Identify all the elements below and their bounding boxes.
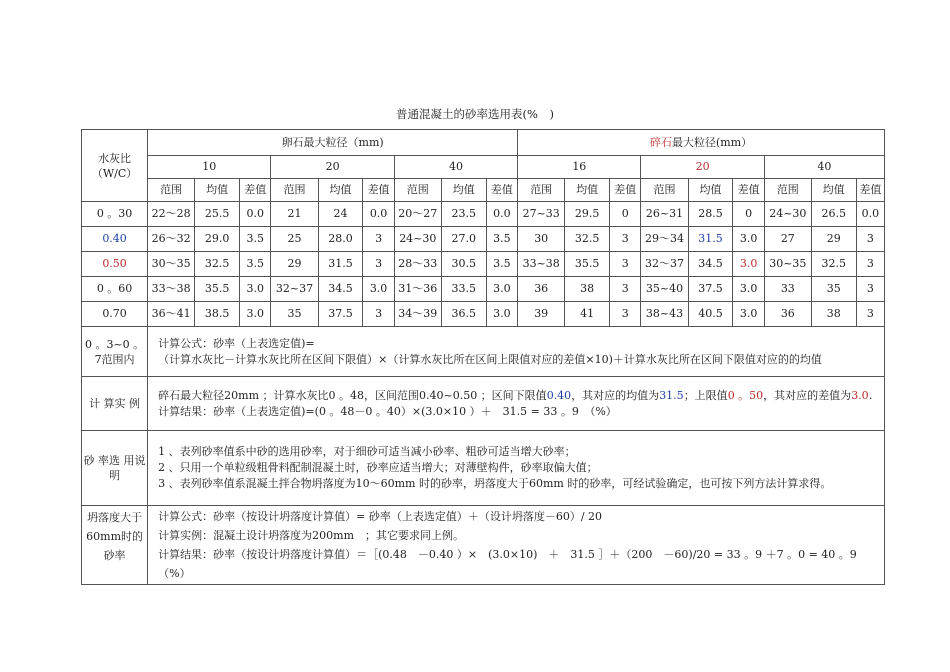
sub-label-text: 范围 — [283, 184, 306, 196]
cell-text: 36 — [780, 308, 795, 320]
table-cell — [441, 277, 486, 302]
slump-line-3: 计算结果：砂率（按设计坍落度计算值）＝［(0.48 －0.40 ）× (3.0×10) ＋ 31.5 ］＋（200 －60)/20 = 33 。9 ＋7 。0 = 40 。9 （%） — [158, 548, 857, 580]
slump-label-text: 坍落度大于60mm时的砂率 — [86, 511, 143, 562]
cell-text: 36 — [534, 283, 549, 295]
note-item-2: 2 、只用一个单粒级粗骨料配制混凝土时，砂率应适当增大；对薄壁构件，砂率取偏大值； — [158, 461, 598, 474]
table-cell — [856, 302, 884, 327]
cell-text: 22～28 — [151, 208, 191, 220]
cell-text: 3 — [866, 258, 874, 270]
example-v1: 0.40 — [546, 388, 572, 402]
example-t3: ；上限值 — [683, 388, 728, 402]
sub-label — [441, 179, 486, 202]
size-pebble-10: 10 — [148, 156, 271, 179]
table-row — [82, 202, 885, 227]
cell-text: 27.0 — [451, 233, 477, 245]
table-cell — [565, 252, 610, 277]
cell-text: 33～38 — [151, 283, 191, 295]
cell-text: 3.5 — [246, 233, 264, 245]
sub-label-text: 均值 — [699, 184, 722, 196]
cell-text: 3.0 — [739, 258, 758, 270]
cell-text: 20～27 — [398, 208, 438, 220]
table-cell — [811, 277, 856, 302]
table-cell — [641, 302, 688, 327]
size-crushed-20: 20 — [641, 156, 764, 179]
cell-text: 29～34 — [645, 233, 684, 245]
example-t5: . — [868, 388, 873, 402]
cell-text: 29 — [287, 258, 302, 270]
table-row — [82, 252, 885, 277]
table-row — [82, 277, 885, 302]
cell-text: 0.0 — [246, 208, 264, 220]
cell-text: 25.5 — [204, 208, 230, 220]
cell-text: 26~31 — [645, 208, 684, 220]
wc-header: 水灰比（W/C） — [82, 130, 148, 202]
sub-label-text: 均值 — [206, 184, 229, 196]
cell-text: 0 — [621, 208, 629, 220]
sub-label — [856, 179, 884, 202]
sand-ratio-table — [81, 129, 885, 585]
sub-label — [565, 179, 610, 202]
crushed-prefix: 碎石 — [650, 135, 672, 149]
cell-text: 26.5 — [821, 208, 847, 220]
table-cell — [394, 227, 441, 252]
table-cell — [394, 277, 441, 302]
cell-text: 41 — [580, 308, 595, 320]
example-line-1 — [158, 388, 884, 404]
table-cell — [363, 302, 394, 327]
sub-label — [641, 179, 688, 202]
table-cell — [811, 202, 856, 227]
sub-label — [363, 179, 394, 202]
table-cell — [486, 252, 517, 277]
cell-text: 27 — [780, 233, 795, 245]
cell-text: 35.5 — [204, 283, 230, 295]
cell-text: 28.5 — [698, 208, 723, 220]
table-cell — [195, 302, 240, 327]
sub-label — [486, 179, 517, 202]
notes-text — [148, 431, 885, 506]
example-t1: 碎石最大粒径20mm ；计算水灰比0 。48，区间范围0.40~0.50 ；区间下限值 — [158, 388, 547, 402]
cell-text: 3 — [375, 258, 383, 270]
cell-text: 3 — [866, 233, 874, 245]
sub-label — [733, 179, 764, 202]
cell-text: 25 — [287, 233, 302, 245]
cell-text: 3 — [621, 308, 629, 320]
wc-value: 0 。60 — [82, 277, 148, 302]
cell-text: 32~37 — [275, 283, 314, 295]
sub-label — [195, 179, 240, 202]
cell-text: 3.5 — [493, 258, 511, 270]
table-cell — [764, 202, 811, 227]
table-cell — [641, 227, 688, 252]
slump-line-1: 计算公式：砂率（按设计坍落度计算值）= 砂率（上表选定值）＋（设计坍落度－60）/ 20 — [158, 510, 603, 523]
cell-text: 3.0 — [246, 283, 264, 295]
cell-text: 31～36 — [398, 283, 438, 295]
table-cell — [318, 277, 363, 302]
cell-text: 3 — [375, 308, 383, 320]
crushed-header — [518, 130, 885, 156]
sub-label-text: 范围 — [406, 184, 429, 196]
cell-text: 31.5 — [698, 233, 723, 245]
cell-text: 3.0 — [369, 283, 388, 295]
sub-label-text: 均值 — [329, 184, 352, 196]
table-cell — [441, 252, 486, 277]
example-v3: 0 。50 — [727, 388, 764, 402]
table-cell — [318, 227, 363, 252]
cell-text: 29.5 — [574, 208, 600, 220]
cell-text: 30.5 — [451, 258, 477, 270]
table-cell — [518, 302, 565, 327]
table-cell — [856, 252, 884, 277]
table-cell — [565, 202, 610, 227]
cell-text: 32～37 — [645, 258, 684, 270]
cell-text: 3.0 — [493, 308, 511, 320]
note-item-3: 3 、表列砂率值系混凝土拌合物坍落度为10～60mm 时的砂率，坍落度大于60mm 时的砂率，可经试验确定，也可按下列方法计算求得。 — [158, 477, 832, 490]
table-cell — [240, 277, 271, 302]
wc-value: 0.40 — [82, 227, 148, 252]
notes-label: 砂 率选 用说 明 — [82, 431, 148, 506]
table-cell — [610, 227, 641, 252]
example-v2: 31.5 — [659, 388, 684, 402]
sub-label — [148, 179, 195, 202]
cell-text: 37.5 — [698, 283, 723, 295]
table-cell — [641, 202, 688, 227]
wc-value: 0.50 — [82, 252, 148, 277]
example-v4: 3.0 — [851, 388, 869, 402]
table-cell — [148, 227, 195, 252]
table-cell — [148, 252, 195, 277]
table-cell — [148, 202, 195, 227]
table-cell — [271, 227, 318, 252]
cell-text: 3 — [621, 258, 629, 270]
cell-text: 0.0 — [861, 208, 880, 220]
cell-text: 3 — [621, 283, 629, 295]
table-cell — [518, 252, 565, 277]
table-cell — [195, 227, 240, 252]
table-cell — [688, 277, 733, 302]
table-cell — [318, 252, 363, 277]
table-cell — [148, 302, 195, 327]
formula-text — [148, 327, 885, 377]
cell-text: 35 — [826, 283, 841, 295]
formula-line-2: （计算水灰比－计算水灰比所在区间下限值）×（计算水灰比所在区间上限值对应的差值×10)＋计算水灰比所在区间下限值对应的的均值 — [158, 352, 822, 366]
sub-label-text: 均值 — [576, 184, 599, 196]
sub-label — [610, 179, 641, 202]
table-cell — [641, 252, 688, 277]
table-cell — [610, 252, 641, 277]
table-cell — [271, 302, 318, 327]
table-cell — [733, 252, 764, 277]
slump-text — [148, 506, 885, 585]
table-cell — [394, 202, 441, 227]
table-cell — [688, 227, 733, 252]
sub-label-text: 差值 — [490, 184, 513, 196]
table-cell — [764, 277, 811, 302]
size-pebble-20: 20 — [271, 156, 394, 179]
cell-text: 3 — [866, 308, 874, 320]
cell-text: 3.5 — [493, 233, 511, 245]
sub-label-text: 差值 — [737, 184, 760, 196]
table-cell — [518, 202, 565, 227]
cell-text: 34.5 — [328, 283, 353, 295]
cell-text: 24 — [333, 208, 348, 220]
table-cell — [688, 252, 733, 277]
crushed-suffix: 最大粒径(mm） — [672, 135, 753, 149]
cell-text: 3.0 — [739, 233, 758, 245]
wc-value: 0.70 — [82, 302, 148, 327]
table-cell — [486, 277, 517, 302]
pebble-header: 卵石最大粒径（mm) — [148, 130, 518, 156]
table-cell — [240, 252, 271, 277]
table-cell — [148, 277, 195, 302]
table-cell — [195, 202, 240, 227]
cell-text: 31.5 — [328, 258, 353, 270]
table-cell — [733, 227, 764, 252]
sub-label-text: 差值 — [614, 184, 637, 196]
cell-text: 29 — [826, 233, 841, 245]
cell-text: 3.5 — [246, 258, 264, 270]
sub-label-text: 差值 — [367, 184, 390, 196]
cell-text: 34～39 — [398, 308, 438, 320]
example-t4: ，其对应的差值为 — [763, 388, 852, 402]
table-cell — [811, 302, 856, 327]
table-cell — [856, 227, 884, 252]
example-t2: ，其对应的均值为 — [571, 388, 660, 402]
sub-label — [240, 179, 271, 202]
cell-text: 29.0 — [204, 233, 230, 245]
table-cell — [363, 227, 394, 252]
sub-label — [271, 179, 318, 202]
cell-text: 3 — [621, 233, 629, 245]
table-cell — [688, 302, 733, 327]
slump-label — [82, 506, 148, 585]
table-cell — [811, 227, 856, 252]
cell-text: 28～33 — [398, 258, 438, 270]
table-cell — [363, 252, 394, 277]
note-item-1: 1 、表列砂率值系中砂的选用砂率，对于细砂可适当减小砂率、粗砂可适当增大砂率； — [158, 445, 576, 458]
table-cell — [688, 202, 733, 227]
table-cell — [641, 277, 688, 302]
sub-label-text: 范围 — [776, 184, 799, 196]
table-cell — [610, 202, 641, 227]
table-cell — [764, 227, 811, 252]
size-pebble-40: 40 — [394, 156, 517, 179]
sub-label-text: 范围 — [160, 184, 183, 196]
table-cell — [856, 277, 884, 302]
table-cell — [764, 302, 811, 327]
table-cell — [486, 302, 517, 327]
cell-text: 40.5 — [698, 308, 723, 320]
cell-text: 30 — [534, 233, 549, 245]
cell-text: 38.5 — [204, 308, 230, 320]
table-cell — [733, 277, 764, 302]
table-cell — [363, 202, 394, 227]
sub-label — [318, 179, 363, 202]
table-cell — [394, 252, 441, 277]
table-cell — [195, 252, 240, 277]
cell-text: 32.5 — [204, 258, 230, 270]
cell-text: 33~38 — [522, 258, 560, 270]
table-cell — [271, 277, 318, 302]
table-cell — [318, 202, 363, 227]
sub-label — [811, 179, 856, 202]
slump-line-2: 计算实例：混凝土设计坍落度为200mm ；其它要求同上例。 — [158, 529, 464, 542]
sub-label-text: 范围 — [530, 184, 553, 196]
sub-label-text: 差值 — [244, 184, 267, 196]
table-cell — [811, 252, 856, 277]
table-cell — [764, 252, 811, 277]
cell-text: 33 — [780, 283, 795, 295]
table-cell — [240, 302, 271, 327]
table-cell — [441, 227, 486, 252]
cell-text: 34.5 — [698, 258, 723, 270]
sub-label — [764, 179, 811, 202]
table-cell — [441, 302, 486, 327]
table-cell — [394, 302, 441, 327]
cell-text: 26～32 — [151, 233, 191, 245]
cell-text: 33.5 — [451, 283, 477, 295]
cell-text: 38 — [580, 283, 595, 295]
cell-text: 28.0 — [328, 233, 353, 245]
sub-label-text: 均值 — [452, 184, 475, 196]
table-cell — [733, 302, 764, 327]
cell-text: 0.0 — [493, 208, 511, 220]
table-cell — [565, 277, 610, 302]
table-cell — [565, 227, 610, 252]
cell-text: 30～35 — [151, 258, 191, 270]
cell-text: 35.5 — [574, 258, 600, 270]
cell-text: 27~33 — [522, 208, 560, 220]
table-cell — [565, 302, 610, 327]
table-cell — [318, 302, 363, 327]
table-cell — [271, 202, 318, 227]
example-label: 计 算实 例 — [82, 377, 148, 431]
wc-value: 0 。30 — [82, 202, 148, 227]
cell-text: 21 — [287, 208, 302, 220]
cell-text: 38~43 — [645, 308, 684, 320]
cell-text: 36.5 — [451, 308, 477, 320]
sub-label — [394, 179, 441, 202]
sub-label — [518, 179, 565, 202]
size-crushed-40: 40 — [764, 156, 884, 179]
sub-label-text: 范围 — [653, 184, 676, 196]
table-cell — [518, 227, 565, 252]
table-cell — [441, 202, 486, 227]
size-crushed-16: 16 — [518, 156, 641, 179]
example-result: 计算结果：砂率（上表选定值)=(0 。48－0 。40）×(3.0×10 ）＋ 31.5 = 33 。9 （%） — [158, 404, 617, 418]
cell-text: 3.0 — [246, 308, 264, 320]
cell-text: 32.5 — [821, 258, 847, 270]
cell-text: 35~40 — [645, 283, 684, 295]
sub-label-text: 差值 — [859, 184, 882, 196]
table-cell — [240, 227, 271, 252]
cell-text: 24~30 — [769, 208, 807, 220]
page-title: 普通混凝土的砂率选用表(% ) — [396, 107, 554, 121]
sub-label-text: 均值 — [822, 184, 845, 196]
table-cell — [856, 202, 884, 227]
cell-text: 3 — [866, 283, 874, 295]
table-cell — [518, 277, 565, 302]
cell-text: 23.5 — [451, 208, 477, 220]
formula-label: 0 。3~0 。7范围内 — [82, 327, 148, 377]
table-cell — [733, 202, 764, 227]
table-cell — [363, 277, 394, 302]
cell-text: 0.0 — [369, 208, 388, 220]
table-cell — [486, 227, 517, 252]
formula-line-1: 计算公式：砂率（上表选定值)= — [158, 336, 315, 350]
table-row — [82, 227, 885, 252]
cell-text: 3.0 — [739, 308, 758, 320]
table-cell — [195, 277, 240, 302]
table-cell — [486, 202, 517, 227]
table-cell — [271, 252, 318, 277]
sub-label — [688, 179, 733, 202]
cell-text: 3.0 — [739, 283, 758, 295]
cell-text: 35 — [287, 308, 302, 320]
cell-text: 0 — [745, 208, 753, 220]
cell-text: 3.0 — [493, 283, 511, 295]
cell-text: 24~30 — [399, 233, 437, 245]
cell-text: 3 — [375, 233, 383, 245]
cell-text: 37.5 — [328, 308, 353, 320]
cell-text: 32.5 — [574, 233, 600, 245]
table-row — [82, 302, 885, 327]
cell-text: 36～41 — [151, 308, 191, 320]
table-cell — [240, 202, 271, 227]
cell-text: 38 — [826, 308, 841, 320]
cell-text: 30~35 — [769, 258, 807, 270]
table-cell — [610, 277, 641, 302]
example-text — [148, 377, 885, 431]
table-cell — [610, 302, 641, 327]
cell-text: 39 — [534, 308, 549, 320]
